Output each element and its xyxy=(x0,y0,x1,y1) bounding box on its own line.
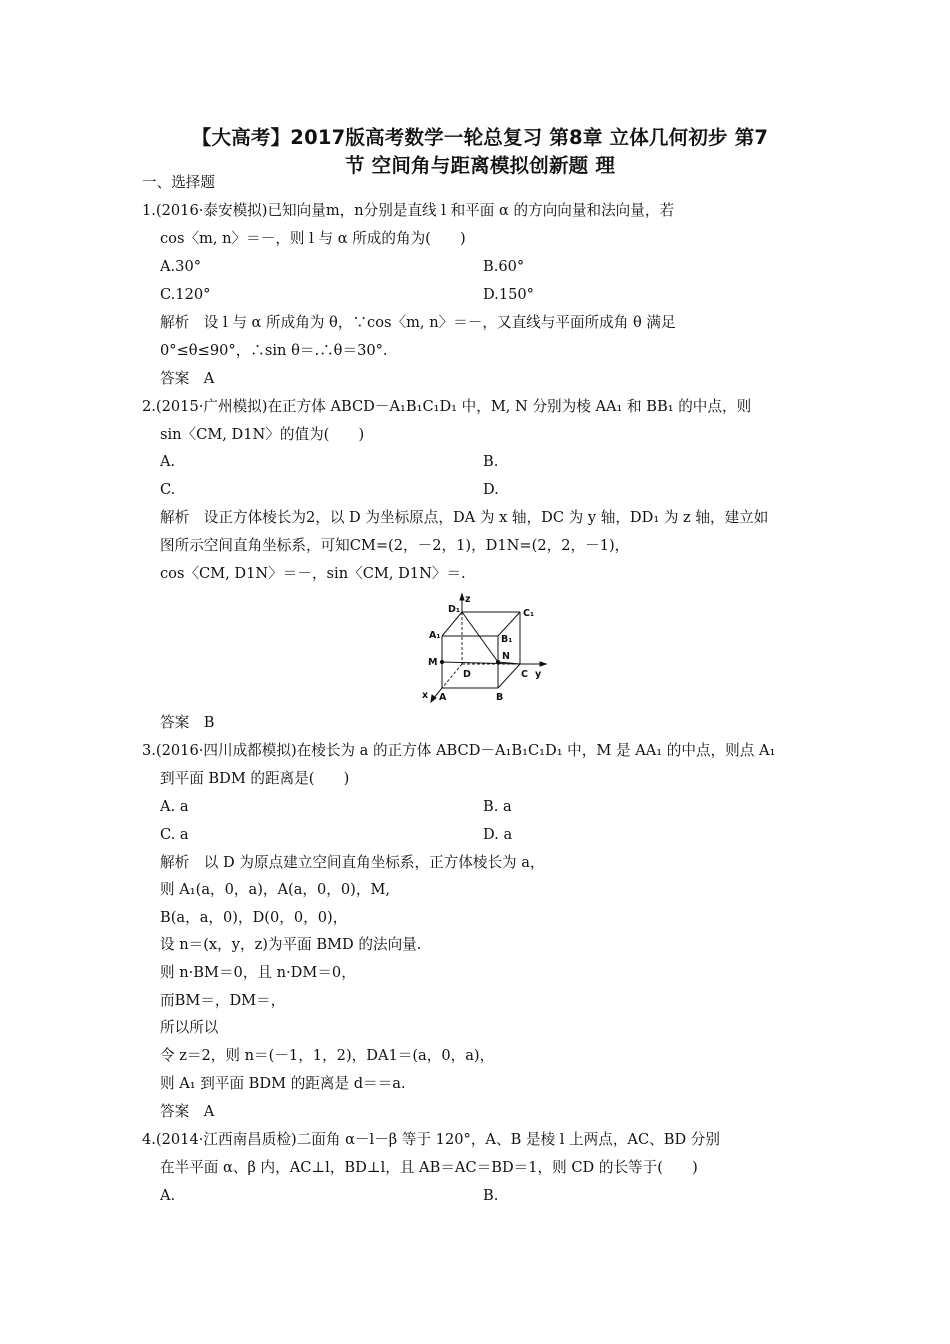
edge-c1-b1 xyxy=(498,612,520,636)
cube-coordinate-diagram xyxy=(418,592,548,704)
label-b: B xyxy=(496,692,504,703)
title-line-2: 节 空间角与距离模拟创新题 理 xyxy=(344,154,616,177)
edge-a1-d1 xyxy=(442,612,462,636)
q2-option-d: D. xyxy=(483,481,499,498)
label-m: M xyxy=(428,657,438,668)
q2-answer: 答案 B xyxy=(160,714,215,731)
q3-analysis-line-8: 令 z＝2，则 n＝(－1，1，2)，DA1＝(a，0，a)， xyxy=(160,1047,495,1064)
q3-analysis-line-5: 则 n·BM＝0，且 n·DM＝0， xyxy=(160,964,356,981)
q2-option-a: A. xyxy=(160,453,176,470)
q3-analysis-line-9: 则 A₁ 到平面 BDM 的距离是 d＝＝a. xyxy=(160,1075,406,1092)
q3-analysis-line-4: 设 n＝(x，y，z)为平面 BMD 的法向量. xyxy=(160,936,422,953)
edge-c-b xyxy=(498,664,520,688)
q4-option-a: A. xyxy=(160,1187,176,1204)
label-y: y xyxy=(535,669,542,680)
q2-option-c: C. xyxy=(160,481,176,498)
q1-analysis-line-2: 0°≤θ≤90°，∴sin θ＝.∴θ＝30°. xyxy=(160,342,388,359)
q2-option-b: B. xyxy=(483,453,499,470)
q1-option-a: A.30° xyxy=(160,258,202,275)
q4-stem-line-2: 在半平面 α、β 内，AC⊥l，BD⊥l，且 AB＝AC＝BD＝1，则 CD 的长等于( ) xyxy=(160,1159,698,1176)
q3-option-c: C. a xyxy=(160,826,189,843)
q3-option-a: A. a xyxy=(160,798,189,815)
label-b1: B₁ xyxy=(501,634,513,645)
label-a1: A₁ xyxy=(429,630,441,641)
q1-option-c: C.120° xyxy=(160,286,211,303)
segment-d1-n xyxy=(462,612,498,662)
label-d1: D₁ xyxy=(448,604,461,615)
q3-analysis-line-1: 解析 以 D 为原点建立空间直角坐标系，正方体棱长为 a， xyxy=(160,854,545,871)
q3-stem-line-1: 3.(2016·四川成都模拟)在棱长为 a 的正方体 ABCD－A₁B₁C₁D₁ 中，M 是 AA₁ 的中点，则点 A₁ xyxy=(142,742,776,759)
q1-answer: 答案 A xyxy=(160,370,215,387)
hidden-edge-d-a xyxy=(442,664,462,688)
q3-answer: 答案 A xyxy=(160,1103,215,1120)
point-n xyxy=(496,660,499,663)
q1-stem-line-1: 1.(2016·泰安模拟)已知向量m，n分别是直线 l 和平面 α 的方向向量和法向量，若 xyxy=(142,202,675,219)
q2-stem-line-2: sin〈CM, D1N〉的值为( ) xyxy=(160,426,365,443)
page-title xyxy=(140,124,820,180)
label-c1: C₁ xyxy=(523,608,535,619)
label-d: D xyxy=(463,669,471,680)
q1-analysis-line-1: 解析 设 l 与 α 所成角为 θ，∵cos〈m, n〉＝－，又直线与平面所成角 θ 满足 xyxy=(160,314,676,331)
point-m xyxy=(440,660,443,663)
q3-option-b: B. a xyxy=(483,798,512,815)
q4-stem-line-1: 4.(2014·江西南昌质检)二面角 α－l－β 等于 120°，A、B 是棱 l 上两点，AC、BD 分别 xyxy=(142,1131,720,1148)
q2-analysis-line-3: cos〈CM, D1N〉＝－，sin〈CM, D1N〉＝. xyxy=(160,565,466,582)
q4-option-b: B. xyxy=(483,1187,499,1204)
q1-option-d: D.150° xyxy=(483,286,534,303)
q2-analysis-line-2: 图所示空间直角坐标系，可知CM=(2，－2，1)，D1N=(2，2，－1)， xyxy=(160,537,630,554)
section-heading: 一、选择题 xyxy=(142,174,215,191)
title-line-1: 【大高考】2017版高考数学一轮总复习 第8章 立体几何初步 第7 xyxy=(191,126,769,149)
q1-stem-line-2: cos〈m, n〉＝－，则 l 与 α 所成的角为( ) xyxy=(160,230,466,247)
q3-analysis-line-7: 所以所以 xyxy=(160,1019,219,1036)
label-z: z xyxy=(465,594,471,605)
label-a: A xyxy=(439,692,447,703)
q3-stem-line-2: 到平面 BDM 的距离是( ) xyxy=(160,770,350,787)
q2-stem-line-1: 2.(2015·广州模拟)在正方体 ABCD－A₁B₁C₁D₁ 中，M, N 分别为棱 AA₁ 和 BB₁ 的中点，则 xyxy=(142,398,752,415)
q3-option-d: D. a xyxy=(483,826,513,843)
y-axis-arrow xyxy=(540,662,546,666)
label-n: N xyxy=(502,651,510,662)
z-axis-arrow xyxy=(460,594,464,600)
q3-analysis-line-6: 而BM＝，DM＝， xyxy=(160,992,286,1009)
q2-analysis-line-1: 解析 设正方体棱长为2，以 D 为坐标原点，DA 为 x 轴，DC 为 y 轴，DD₁ 为 z 轴，建立如 xyxy=(160,509,769,526)
q3-analysis-line-3: B(a，a，0)，D(0，0，0)， xyxy=(160,909,348,926)
label-c: C xyxy=(521,669,528,680)
q1-option-b: B.60° xyxy=(483,258,525,275)
q3-analysis-line-2: 则 A₁(a，0，a)，A(a，0，0)，M, xyxy=(160,881,391,898)
label-x: x xyxy=(422,690,429,701)
